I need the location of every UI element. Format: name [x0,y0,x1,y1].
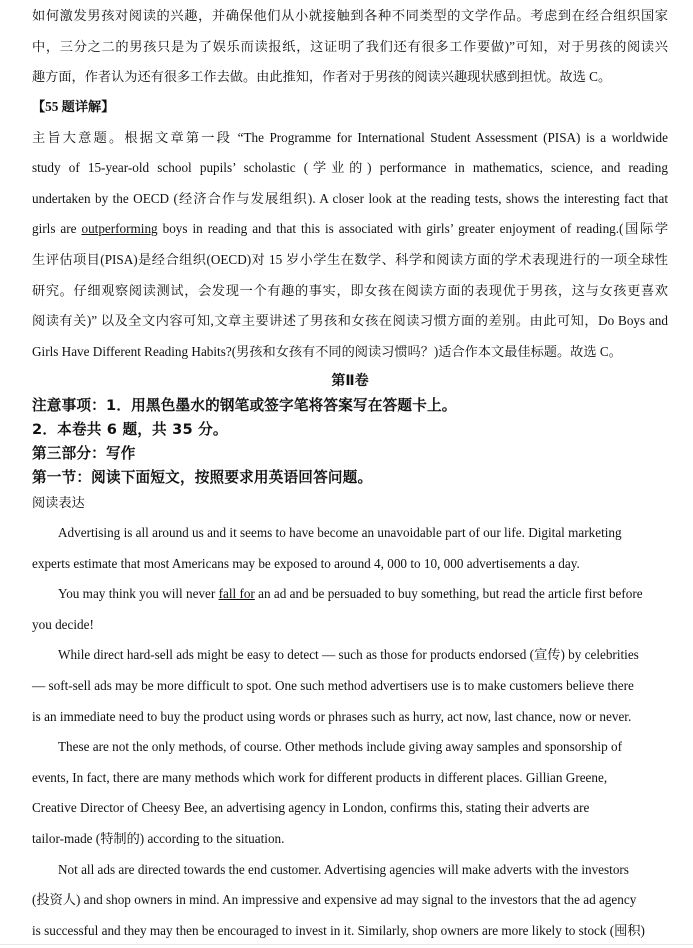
text-line [32,579,668,610]
text-line: tailor-made (特制的) according to the situation. [32,830,285,846]
text-line: 如何激发男孩对阅读的兴趣，并确保他们从小就接触到各种不同类型的文学作品。考虑到在经合组织国家 [32,8,668,23]
text-line: 生评估项目(PISA)是经合组织(OECD)对 15 岁小学生在数学、科学和阅读方面的学术表现进行的一项全球性 [32,251,668,267]
text-line: Creative Director of Cheesy Bee, an advertising agency in London, confirms this, stating their adverts are [32,800,590,816]
text-segment: girls are [32,221,82,237]
subhead: 阅读表达 [32,495,85,510]
explanation-tail [32,1,668,93]
text-line: These are not the only methods, of course. Other methods include giving away samples and sponsorship of [58,739,623,755]
text-line: is an immediate need to buy the product using words or phrases such as hurry, act now, last chance, now or never. [32,708,632,724]
page-edge-divider [0,944,693,945]
text-segment: an ad and be persuaded to buy something, but read the article first before [254,586,643,602]
text-line: While direct hard-sell ads might be easy to detect — such as those for products endorsed (宣传) by celebrities [58,647,639,663]
text-line: Not all ads are directed towards the end customer. Advertising agencies will make adverts with the investors [58,861,629,877]
q55-explanation [32,92,668,367]
text-line [32,214,668,245]
part-two-header [32,368,668,516]
text-segment: boys in reading and that this is associated with girls’ greater enjoyment of reading.(国际学 [157,221,669,237]
notice-line: 注意事项：1．用黑色墨水的钢笔或签字笔将答案写在答题卡上。 [32,397,457,414]
text-line: 阅读有关)” 以及全文内容可知,文章主要讲述了男孩和女孩在阅读习惯方面的差别。由此可知，Do Boys and [32,313,668,329]
text-line: you decide! [32,616,94,632]
section-heading: 第一节：阅读下面短文，按照要求用英语回答问题。 [32,469,373,486]
text-line: 中，三分之二的男孩只是为了娱乐而读报纸，这证明了我们还有很多工作要做)”可知，对于男孩的阅读兴 [32,38,668,54]
q55-heading: 【55 题详解】 [32,99,115,114]
text-line: (投资人) and shop owners in mind. An impressive and expensive ad may signal to the investors that the ad agency [32,892,637,908]
text-line: 趣方面，作者认为还有很多工作去做。由此推知，作者对于男孩的阅读兴趣现状感到担忧。故选 C。 [32,69,612,85]
text-line: Girls Have Different Reading Habits?(男孩和女孩有不同的阅读习惯吗？)适合作本文最佳标题。故选 C。 [32,343,622,359]
section-title: 第Ⅱ卷 [331,373,369,389]
text-line: 研究。仔细观察阅读测试，会发现一个有趣的事实，即女孩在阅读方面的表现优于男孩，这与女孩更喜欢 [32,282,668,298]
text-segment: You may think you will never [58,586,219,602]
reading-passage [32,518,668,946]
underlined-word: outperforming [81,221,158,237]
text-line: — soft-sell ads may be more difficult to spot. One such method advertisers use is to make customers believe there [32,677,634,693]
text-line: undertaken by the OECD (经济合作与发展组织). A closer look at the reading tests, shows the interesting fact that [32,190,668,206]
text-line: events, In fact, there are many methods which work for different products in different places. Gillian Greene, [32,769,608,785]
notice-line: 2．本卷共 6 题，共 35 分。 [32,421,228,438]
text-line: Advertising is all around us and it seems to have become an unavoidable part of our life. Digital marketing [58,525,622,540]
part-heading: 第三部分：写作 [32,445,136,462]
underlined-phrase: fall for [218,586,255,602]
text-line: is successful and they may then be encouraged to invest in it. Similarly, shop owners are more likely to stock (囤积) [32,922,645,938]
text-line: 主旨大意题。根据文章第一段 “The Programme for International Student Assessment (PISA) is a worldwide [32,129,668,145]
text-line: study of 15-year-old school pupils’ scholastic (学业的) performance in mathematics, science, and reading [32,160,668,176]
text-line: experts estimate that most Americans may be exposed to around 4, 000 to 10, 000 advertisements a day. [32,555,580,571]
